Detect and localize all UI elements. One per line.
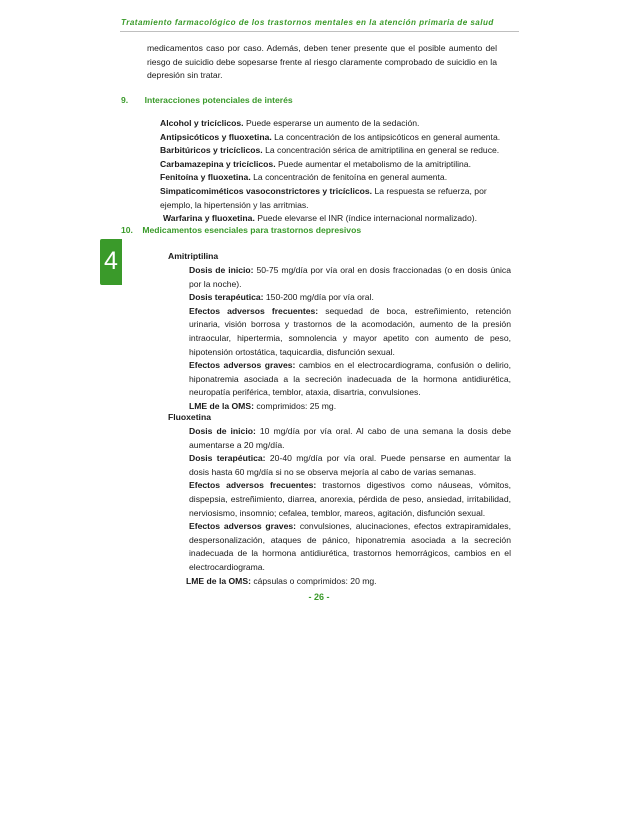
interaction-item: Antipsicóticos y fluoxetina. La concentración de los antipsicóticos en general aumenta. [160, 131, 501, 142]
drug-field: LME de la OMS: comprimidos: 25 mg. [189, 400, 337, 411]
drug-field: Dosis terapéutica: 150-200 mg/día por vía oral. [189, 292, 374, 303]
interaction-item: Warfarina y fluoxetina. Puede elevarse el INR (índice internacional normalizado). [163, 213, 477, 224]
drug-field: LME de la OMS: cápsulas o comprimidos: 20 mg. [186, 575, 377, 586]
running-header: Tratamiento farmacológico de los trastornos mentales en la atención primaria de salud [121, 18, 494, 27]
drug-field: Dosis de inicio: 50-75 mg/día por vía oral en dosis fraccionadas (o en dosis única por la noche). [189, 265, 511, 289]
section-9-number: 9. [121, 95, 129, 105]
drug-name-amitriptilina: Amitriptilina [168, 251, 219, 261]
interaction-item: Simpaticomiméticos vasoconstrictores y tricíclicos. La respuesta se refuerza, por [160, 185, 487, 196]
intro-paragraph: medicamentos caso por caso. Además, deben tener presente que el posible aumento del riesgo de suicidio debe sopesarse frente al riesgo claramente comprobado de suicidio en la depresión sin tratar. [147, 43, 497, 81]
section-9-heading [121, 94, 501, 108]
interaction-item: Alcohol y tricíclicos. Puede esperarse un aumento de la sedación. [160, 118, 420, 128]
interaction-item-continuation: ejemplo, la hipertensión y las arritmias. [160, 199, 309, 210]
interaction-item: Barbitúricos y tricíclicos. La concentración sérica de amitriptilina en general se reduce. [160, 145, 500, 156]
drug-field: Efectos adversos frecuentes: sequedad de boca, estreñimiento, retención urinaria, visión borrosa y trastornos de la acomodación, aumento de la presión intraocular, hipertermia, somnolencia y mayor apetito con aumento de peso, hipotensión ortostática, taquicardia, disfunción sexual. [189, 305, 511, 357]
drug-fields-fluoxetina [186, 425, 512, 588]
section-10-number: 10. [121, 225, 133, 235]
drug-fields-amitriptilina [189, 264, 511, 414]
section-9-title: Interacciones potenciales de interés [144, 95, 293, 105]
drug-field: Dosis terapéutica: 20-40 mg/día por vía oral. Puede pensarse en aumentar la dosis hasta 60 mg/día si no se observa mejoría al cabo de varias semanas. [189, 453, 511, 477]
drug-field: Efectos adversos graves: convulsiones, alucinaciones, efectos extrapiramidales, despersonalización, ataques de pánico, hiponatremia asociada a la secreción inadecuada de la hormona antidiurética, trastornos hemorrágicos, cambios en el electrocardiograma. [189, 521, 511, 572]
drug-name-fluoxetina: Fluoxetina [168, 412, 211, 422]
drug-field: Efectos adversos graves: cambios en el electrocardiograma, confusión o delirio, hiponatremia asociada a la secreción inadecuada de la hormona antidiurética, neuropatía periférica, temblor, ataxia, disartria, convulsiones. [189, 360, 512, 398]
interaction-item: Carbamazepina y tricíclicos. Puede aumentar el metabolismo de la amitriptilina. [160, 158, 471, 169]
chapter-tab: 4 [100, 239, 122, 285]
page-number: - 26 - [308, 592, 330, 602]
header-divider [120, 31, 519, 32]
interactions-list [160, 117, 520, 226]
section-10-heading [121, 224, 501, 238]
drug-field: Dosis de inicio: 10 mg/día por vía oral. Al cabo de una semana la dosis debe aumentarse a 20 mg/día. [189, 426, 511, 450]
section-10-title: Medicamentos esenciales para trastornos depresivos [142, 225, 362, 235]
interaction-item: Fenitoína y fluoxetina. La concentración de fenitoína en general aumenta. [160, 172, 448, 183]
drug-field: Efectos adversos frecuentes: trastornos digestivos como náuseas, vómitos, dispepsia, estreñimiento, diarrea, anorexia, pérdida de peso, ansiedad, irritabilidad, nerviosismo, insomnio; cefalea, temblor, mareos, agitación, disfunción sexual. [189, 480, 512, 518]
